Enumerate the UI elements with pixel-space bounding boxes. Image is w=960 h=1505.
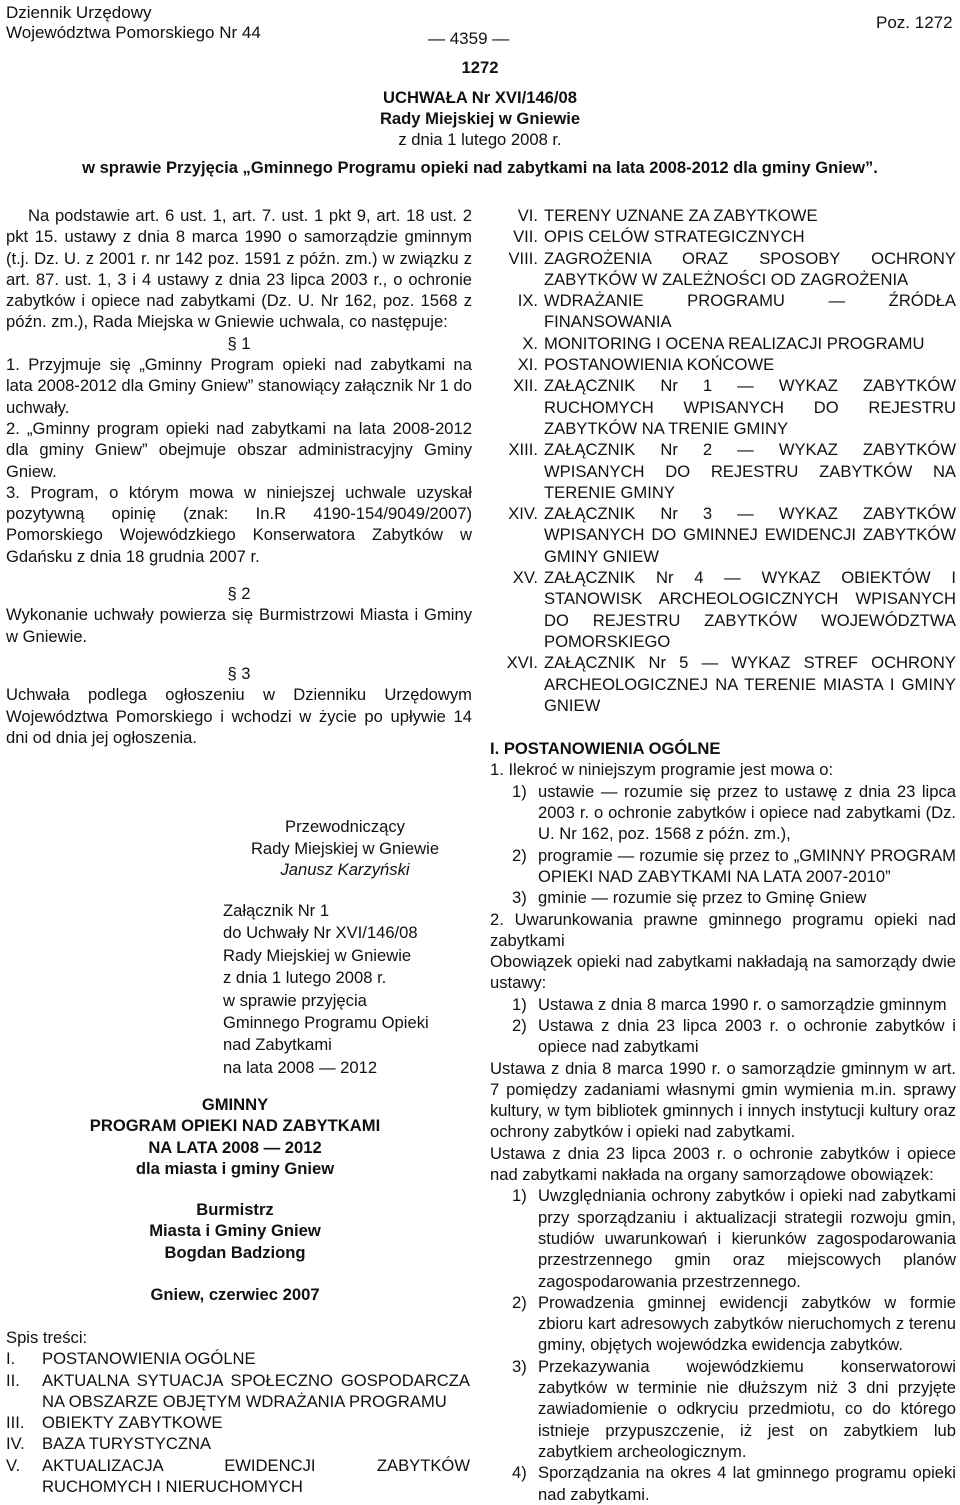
program-title-line: NA LATA 2008 — 2012 (148, 1137, 322, 1157)
resolution-date: z dnia 1 lutego 2008 r. (398, 130, 562, 149)
duty-text: Uwzględniania ochrony zabytków i opieki nad zabytkami przy sporządzaniu i aktualizacji strategii rozwoju gmin, studiów uwarunkowań i kierunków zagospodarowania przestrzennego gmin oraz miejscowych planów zagospodarowania przestrzennego. (538, 1186, 956, 1291)
toc-item (490, 354, 956, 375)
toc-number: XI. (517, 355, 538, 375)
section-1-heading: § 1 (227, 333, 251, 353)
annex-line: Gminnego Programu Opieki (223, 1013, 429, 1033)
resolution-number: 1272 (461, 58, 499, 77)
page-number: — 4359 — (428, 29, 510, 48)
duty-item (512, 1356, 956, 1462)
signature-name: Janusz Karzyński (280, 860, 410, 879)
paragraph-1: 1. Przyjmuje się „Gminny Program opieki nad zabytkami na lata 2008-2012 dla Gminy Gniew” stanowiący załącznik Nr 1 do uchwały. (6, 355, 472, 417)
journal-name: Dziennik Urzędowy (6, 3, 152, 22)
toc-text: OPIS CELÓW STRATEGICZNYCH (544, 227, 805, 247)
toc-text: AKTUALIZACJA EWIDENCJI ZABYTKÓW RUCHOMYCH I NIERUCHOMYCH (42, 1455, 470, 1497)
toc-item (490, 290, 956, 333)
toc-text: ZAŁĄCZNIK Nr 5 — WYKAZ STREF OCHRONY ARCHEOLOGICZNEJ NA TERENIE MIASTA I GMINY GNIEW (544, 653, 956, 715)
mayor-block (0, 1199, 470, 1263)
toc-number: III. (6, 1413, 25, 1433)
toc-text: ZAŁĄCZNIK Nr 4 — WYKAZ OBIEKTÓW I STANOWISK ARCHEOLOGICZNYCH WPISANYCH DO REJESTRU ZABYTKÓW WOJEWÓDZTWA POMORSKIEGO (544, 568, 956, 651)
toc-number: VI. (517, 206, 538, 225)
duty-text: Prowadzenia gminnej ewidencji zabytków w formie zbioru kart adresowych zabytków nieruchomych z terenu gminy, objętych wojewódzka ewidencja zabytków. (538, 1292, 956, 1355)
toc-text: BAZA TURYSTYCZNA (42, 1434, 212, 1454)
toc-number: XVI. (506, 653, 538, 673)
law-number: 1) (512, 994, 527, 1014)
duty-number: 4) (512, 1463, 527, 1483)
toc-text: ZAŁĄCZNIK Nr 2 — WYKAZ ZABYTKÓW WPISANYCH DO REJESTRU ZABYTKÓW NA TERENIE GMINY (544, 440, 956, 502)
paragraph-3: 3. Program, o którym mowa w niniejszej uchwale uzyskał pozytywną opinię (znak: In.R 4190-154/9049/2007) Pomorskiego Wojewódzkiego Konserwatora Zabytków w Gdańsku z dnia 18 grudnia 2007 r. (6, 482, 472, 566)
definition-item (512, 781, 956, 845)
toc-number: VII. (513, 227, 538, 247)
toc-number: V. (6, 1455, 21, 1475)
toc-item (490, 333, 956, 354)
law-number: 2) (512, 1015, 527, 1035)
paragraph-5: Uchwała podlega ogłoszeniu w Dzienniku Urzędowym Województwa Pomorskiego i wchodzi w życie po upływie 14 dni od dnia jej ogłoszenia. (6, 685, 472, 747)
resolution-title: UCHWAŁA Nr XVI/146/08 (383, 88, 577, 107)
mayor-title: Burmistrz (196, 1200, 274, 1219)
mayor-name: Bogdan Badziong (164, 1242, 306, 1262)
definition-text: gminie — rozumie się przez to Gminę Gniew (538, 888, 867, 908)
definition-text: programie — rozumie się przez to „GMINNY PROGRAM OPIEKI NAD ZABYTKAMI NA LATA 2007-2010” (538, 845, 956, 886)
toc-number: IV. (6, 1434, 25, 1454)
toc-number: XIV. (508, 504, 538, 524)
toc-item (490, 439, 956, 503)
section-2-heading: § 2 (227, 584, 251, 604)
law-item (512, 1015, 956, 1058)
signature-block (195, 816, 495, 881)
toc-number: VIII. (508, 248, 538, 268)
annex-line: do Uchwały Nr XVI/146/08 (223, 923, 418, 943)
law-text: Ustawa z dnia 8 marca 1990 r. o samorządzie gminnym (538, 994, 947, 1014)
program-title (0, 1094, 470, 1179)
duty-text: Przekazywania wojewódzkiemu konserwatorowi zabytków w terminie nie dłuższym niż 3 dni przyjęte zawiadomienie o odkryciu przedmiotu, co do którego istnieje przypuszczenie, iż jest on zabytkiem lub zabytkiem archeologicznym. (538, 1356, 956, 1461)
toc-item (490, 503, 956, 567)
toc-text: MONITORING I OCENA REALIZACJI PROGRAMU (544, 333, 925, 353)
toc-number: XIII. (508, 440, 538, 460)
toc-item (6, 1370, 470, 1413)
law-description-2: Ustawa z dnia 23 lipca 2003 r. o ochronie zabytków i opiece nad zabytkami nakłada na organy samorządowe obowiązek: (490, 1143, 956, 1185)
definition-number: 1) (512, 781, 527, 801)
toc-number: X. (522, 333, 538, 353)
duty-item (512, 1185, 956, 1291)
signature-council: Rady Miejskiej w Gniewie (250, 838, 440, 858)
toc-text: OBIEKTY ZABYTKOWE (42, 1413, 223, 1433)
duty-item (512, 1462, 956, 1505)
duty-number: 3) (512, 1356, 527, 1376)
definition-item (512, 887, 956, 908)
toc-text: POSTANOWIENIA KOŃCOWE (544, 355, 775, 375)
definition-number: 3) (512, 888, 527, 908)
position-number: Poz. 1272 (876, 13, 953, 32)
title-block (0, 57, 960, 178)
annex-reference (223, 900, 429, 1079)
council-name: Rady Miejskiej w Gniewie (379, 109, 581, 128)
left-column (6, 205, 472, 748)
toc-item (490, 248, 956, 291)
toc-item (490, 652, 956, 716)
annex-line: z dnia 1 lutego 2008 r. (223, 968, 387, 988)
toc-text: WDRAŻANIE PROGRAMU — ŹRÓDŁA FINANSOWANIA (544, 291, 956, 332)
item-2: 2. Uwarunkowania prawne gminnego programu opieki nad zabytkami (490, 909, 956, 950)
annex-line: w sprawie przyjęcia (223, 990, 367, 1010)
toc-item (6, 1455, 470, 1498)
toc-number: II. (6, 1370, 20, 1390)
paragraph-2: 2. „Gminny program opieki nad zabytkami na lata 2008-2012 dla gminy Gniew” obejmuje obszar administracyjny Gminy Gniew. (6, 418, 472, 481)
program-title-line: GMINNY (201, 1095, 269, 1114)
definition-number: 2) (512, 845, 527, 865)
duty-text: Sporządzania na okres 4 lat gminnego programu opieki nad zabytkami. (538, 1463, 956, 1504)
paragraph-4: Wykonanie uchwały powierza się Burmistrzowi Miasta i Gminy w Gniewie. (6, 605, 472, 646)
toc-item (490, 375, 956, 439)
toc-item (490, 205, 956, 226)
law-item (512, 994, 956, 1015)
definition-item (512, 845, 956, 888)
mayor-office: Miasta i Gminy Gniew (149, 1221, 321, 1241)
toc-item (490, 567, 956, 652)
intro-paragraph: Na podstawie art. 6 ust. 1, art. 7. ust. 1 pkt 9, art. 18 ust. 2 pkt 15. ustawy z dnia 8 marca 1990 o samorządzie gminnym (t.j. Dz. U. z 2001 r. nr 142 poz. 1591 z późn. zm.) w związku z art. 87. ust. 1, 3 i 4 ustawy z dnia 23 lipca 2003 r., o ochronie zabytków i opiece nad zabytkami (Dz. U. Nr 162, poz. 1568 z późn. zm.), Rada Miejska w Gniewie uchwala, co następuje: (6, 206, 472, 332)
signature-role: Przewodniczący (285, 817, 405, 836)
toc-number: IX. (517, 291, 538, 311)
right-column (490, 205, 956, 1505)
annex-line: nad Zabytkami (223, 1035, 332, 1055)
toc-text: ZAGROŻENIA ORAZ SPOSOBY OCHRONY ZABYTKÓW W ZALEŻNOŚCI OD ZAGROŻENIA (544, 248, 956, 289)
law-text: Ustawa z dnia 23 lipca 2003 r. o ochronie zabytków i opiece nad zabytkami (538, 1015, 956, 1057)
toc-item (6, 1412, 470, 1433)
toc-text: POSTANOWIENIA OGÓLNE (42, 1349, 256, 1369)
toc-item (6, 1433, 470, 1454)
annex-line: Załącznik Nr 1 (223, 901, 330, 920)
annex-line: na lata 2008 — 2012 (223, 1057, 378, 1077)
definition-text: ustawie — rozumie się przez to ustawę z dnia 23 lipca 2003 r. o ochronie zabytków i opiece nad zabytkami (Dz. U. Nr 162, poz. 1568 z późn. zm.), (538, 781, 956, 844)
annex-line: Rady Miejskiej w Gniewie (223, 945, 412, 965)
toc-label: Spis treści: (6, 1328, 88, 1347)
toc-item (490, 226, 956, 247)
toc-text: ZAŁĄCZNIK Nr 3 — WYKAZ ZABYTKÓW WPISANYCH DO GMINNEJ EWIDENCJI ZABYTKÓW GMINY GNIEW (544, 504, 956, 566)
journal-region: Województwa Pomorskiego Nr 44 (6, 23, 261, 42)
program-title-line: dla miasta i gminy Gniew (135, 1158, 335, 1178)
place-date: Gniew, czerwiec 2007 (150, 1285, 320, 1304)
section-3-heading: § 3 (227, 663, 251, 683)
duty-number: 1) (512, 1186, 527, 1206)
toc-right (490, 205, 956, 716)
law-description-1: Ustawa z dnia 8 marca 1990 r. o samorządzie gminnym w art. 7 pomiędzy zadaniami własnymi gmin wymienia m.in. sprawy kultury, w tym bibliotek gminnych i innych instytucji kultury oraz ochrony zabytków i opieki nad zabytkami. (490, 1058, 956, 1142)
toc-text: TERENY UZNANE ZA ZABYTKOWE (544, 206, 818, 225)
toc-text: AKTUALNA SYTUACJA SPOŁECZNO GOSPODARCZA NA OBSZARZE OBJĘTYM WDRAŻANIA PROGRAMU (42, 1370, 470, 1411)
resolution-subject: w sprawie Przyjęcia „Gminnego Programu opieki nad zabytkami na lata 2008-2012 dla gminy Gniew”. (82, 158, 878, 177)
section-heading: I. POSTANOWIENIA OGÓLNE (490, 739, 721, 759)
toc-text: ZAŁĄCZNIK Nr 1 — WYKAZ ZABYTKÓW RUCHOMYCH WPISANYCH DO REJESTRU ZABYTKÓW NA TRENIE GMINY (544, 376, 956, 438)
toc-item (6, 1348, 470, 1369)
program-title-line: PROGRAM OPIEKI NAD ZABYTKAMI (89, 1116, 381, 1136)
toc-number: XII. (513, 376, 538, 396)
item-1: 1. Ilekroć w niniejszym programie jest mowa o: (490, 760, 834, 780)
item-2-text: Obowiązek opieki nad zabytkami nakładają na samorządy dwie ustawy: (490, 952, 956, 993)
toc-left (6, 1327, 470, 1497)
duty-number: 2) (512, 1292, 527, 1312)
duty-item (512, 1292, 956, 1356)
toc-number: I. (6, 1349, 16, 1369)
toc-number: XV. (512, 568, 538, 588)
